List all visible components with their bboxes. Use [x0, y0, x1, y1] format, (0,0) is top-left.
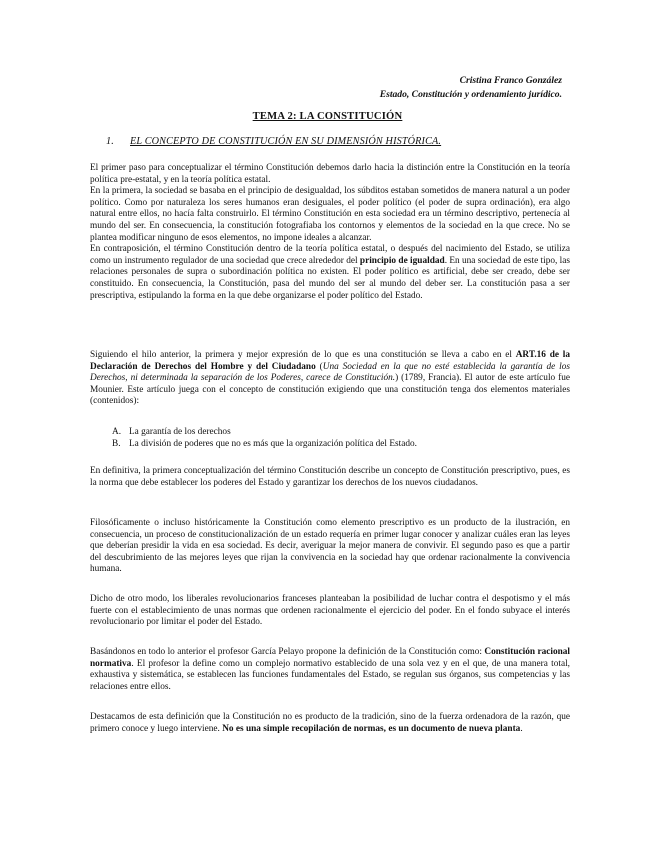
list-item-text: La garantía de los derechos — [129, 427, 231, 437]
paragraph-5: Dicho de otro modo, los liberales revolucionarios franceses planteaban la posibilidad de luchar contra el despotismo y el más fuerte con el establecimiento de unas normas que ordenen racionalmente el ejercicio del poder. En el fondo subyace el interés revolucionario por limitar el poder del Estado. — [90, 594, 570, 628]
paragraph-4: Filosóficamente o incluso históricamente la Constitución como elemento prescriptivo es un producto de la ilustración, en consecuencia, un proceso de constitucionalización de un estado requería en primer lugar conocer y analizar cuáles eran las leyes que deberían presidir la vida en esa sociedad. Es decir, averiguar la mejor manera de convivir. El segundo paso es que a partir del descubrimiento de las mejores leyes que rijan la convivencia en la sociedad hay que ordenar racionalmente la convivencia humana. — [90, 518, 570, 575]
paragraph-1-sentence-1: El primer paso para conceptualizar el término Constitución debemos darlo hacia la distinción entre la Constitución en la teoría política pre-estatal, y en la teoría política estatal. — [90, 163, 570, 185]
paragraph-1-sentence-2: En la primera, la sociedad se basaba en el principio de desigualdad, los súbditos estaban sometidos de manera natural a un poder político. Como por naturaleza los seres humanos eran desiguales, el poder político (el poder de supra ordinación), era algo natural entre ellos, no hacía falta construirlo. El término Constitución en esta sociedad era un término descriptivo, pertenecía al mundo del ser. En consecuencia, la constitución fotografiaba los contornos y elementos de la sociedad en la que crece. No se plantea modificar ninguno de esos elementos, no impone ideales a alcanzar. — [90, 186, 570, 243]
paragraph-2-text-a: Siguiendo el hilo anterior, la primera y mejor expresión de lo que es una constitución se lleva a cabo en el — [90, 350, 516, 360]
section-heading — [106, 136, 441, 147]
elements-list — [112, 426, 417, 451]
document-title: TEMA 2: LA CONSTITUCIÓN — [252, 111, 403, 122]
list-marker: A. — [112, 427, 122, 437]
paragraph-2 — [90, 350, 570, 408]
paragraph-7-text-a: Destacamos de esta definición que la Constitución no es producto de la tradición, sino de la fuerza ordenadora de la razón, que primero conoce y luego interviene. — [90, 712, 570, 734]
paragraph-7-text-c: . — [520, 723, 523, 734]
list-marker: B. — [112, 439, 121, 450]
paragraph-2-text-e: ) (1789, Francia). El autor de este artículo fue Mounier. Este artículo juega con el concepto de constitución exigiendo que una constitución tenga dos elementos materiales (contenidos): — [90, 373, 571, 407]
paragraph-6-text-a: Basándonos en todo lo anterior el profesor García Pelayo propone la definición de la Constitución como: — [90, 647, 485, 657]
list-item-text: La división de poderes que no es más que la organización política del Estado. — [129, 439, 417, 450]
list-item — [112, 438, 417, 450]
header-subtitle: Estado, Constitución y ordenamiento jurídico. — [379, 89, 562, 100]
list-item — [112, 426, 417, 438]
paragraph-1-sentence-3c: . En una sociedad de este tipo, las relaciones personales de supra o subordinación política no existen. El poder político es artificial, debe ser creado, debe ser constituido. En consecuencia, la Constitución, pasa del mundo del ser al mundo del deber ser. La constitución pasa a ser prescriptiva, estipulando la forma en la que debe organizarse el poder político del Estado. — [90, 255, 570, 301]
paragraph-2-italic-quote: Una Sociedad en la que no esté establecida la garantía de los Derechos, ni determinada la separación de los Poderes, carece de Constitución. — [90, 361, 571, 384]
paragraph-1-bold-igualdad: principio de igualdad — [359, 255, 445, 266]
paragraph-1 — [90, 163, 570, 302]
paragraph-2-text-c: ( — [315, 361, 323, 372]
section-number: 1. — [106, 136, 114, 147]
paragraph-6 — [90, 647, 570, 693]
paragraph-2-bold-article: ART.16 de la Declaración de Derechos del Hombre y del Ciudadano — [90, 350, 570, 372]
paragraph-6-text-c: . El profesor la define como un complejo normativo establecido de una sola vez y en el que, de una manera total, exhaustiva y sistemática, se establecen las funciones fundamentales del Estado, se regulan sus órganos, sus competencias y las relaciones entre ellos. — [90, 658, 570, 692]
header-author: Cristina Franco González — [459, 75, 562, 86]
paragraph-3: En definitiva, la primera conceptualización del término Constitución describe un concepto de Constitución prescriptivo, pues, es la norma que debe establecer los poderes del Estado y garantizar los derechos de los nuevos ciudadanos. — [90, 466, 570, 488]
paragraph-6-bold-term: Constitución racional normativa — [90, 647, 570, 669]
section-heading-text: EL CONCEPTO DE CONSTITUCIÓN EN SU DIMENSIÓN HISTÓRICA. — [130, 136, 442, 147]
paragraph-7 — [90, 712, 570, 735]
paragraph-7-bold-text: No es una simple recopilación de normas, es un documento de nueva planta — [222, 723, 521, 734]
paragraph-1-sentence-3a: En contraposición, el término Constitución dentro de la teoría política estatal, o después del nacimiento del Estado, se utiliza como un instrumento regulador de una sociedad que crece alrededor del — [90, 244, 570, 266]
